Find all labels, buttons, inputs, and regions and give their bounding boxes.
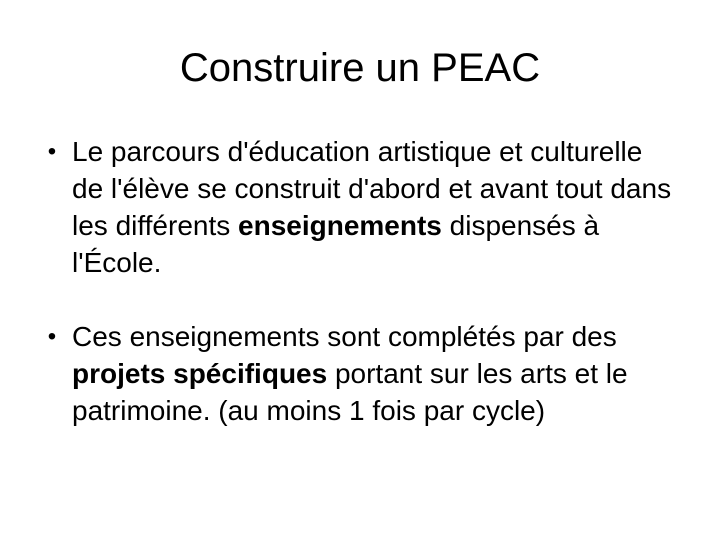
bullet-marker: • xyxy=(47,138,57,165)
bullet-text: portant sur les arts et le patrimoine. (au moins 1 fois par cycle) xyxy=(72,358,628,426)
slide-title: Construire un PEAC xyxy=(179,46,541,90)
bullet-text: Ces enseignements sont complétés par des xyxy=(72,321,617,352)
bullet-text: Le parcours d'éducation artistique et culturelle de l'élève se construit d'abord et avant tout dans les différents xyxy=(72,136,672,241)
bullet-item xyxy=(40,133,680,281)
bullet-text: dispensés à l'École. xyxy=(72,210,600,278)
bullet-bold-text: enseignements xyxy=(238,210,442,241)
bullet-list xyxy=(40,133,680,429)
bullet-marker: • xyxy=(47,323,57,350)
bullet-bold-text: projets spécifiques xyxy=(72,358,328,389)
bullet-item xyxy=(40,318,680,429)
